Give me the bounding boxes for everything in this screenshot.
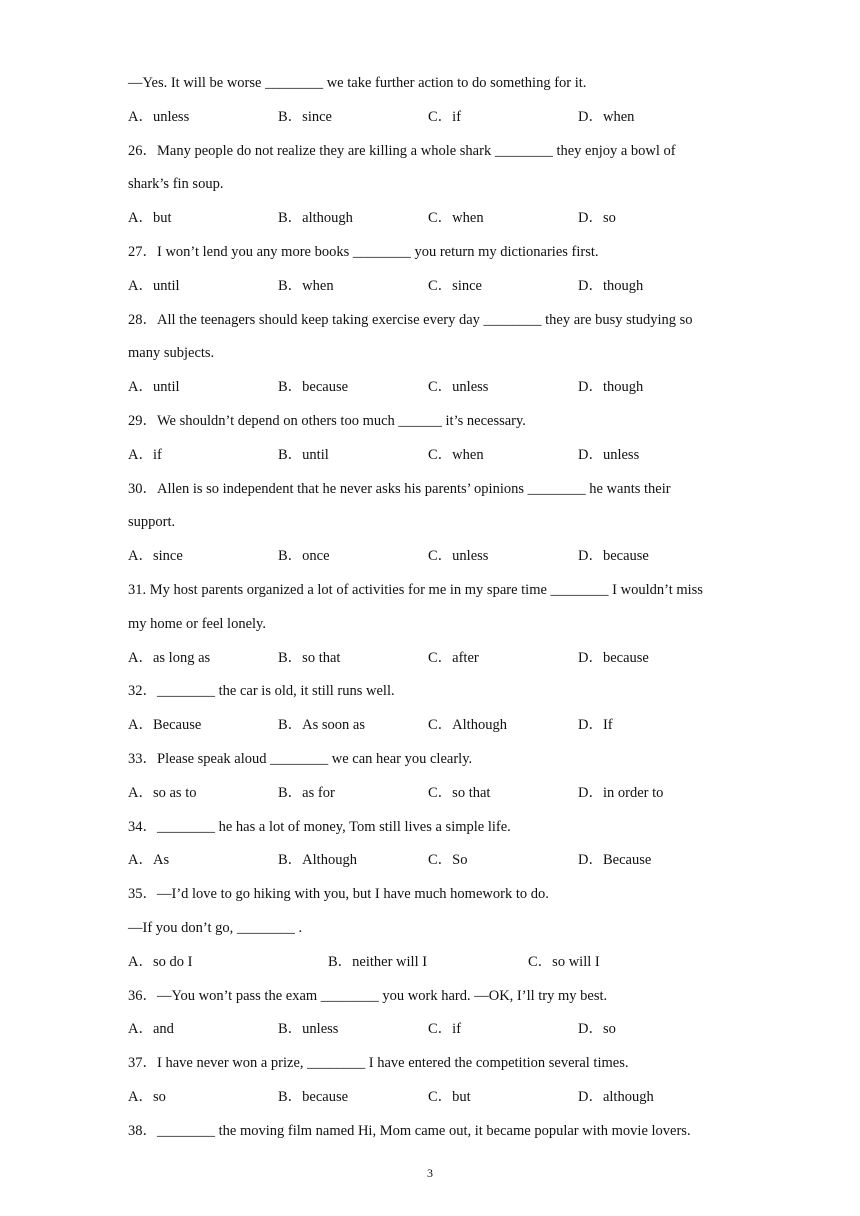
q36-option-a: A．and (128, 1021, 174, 1037)
q33-option-b: B．as for (278, 785, 335, 801)
q33-option-d: D．in order to (578, 785, 664, 801)
question-33: 33．Please speak aloud ________ we can hear you clearly. (128, 751, 473, 767)
q26-option-b: B．although (278, 210, 353, 226)
q34-option-c: C．So (428, 852, 468, 868)
question-27: 27．I won’t lend you any more books ________ you return my dictionaries first. (128, 244, 599, 260)
q28-option-c: C．unless (428, 379, 489, 395)
question-36: 36．—You won’t pass the exam ________ you work hard. —OK, I’ll try my best. (128, 988, 608, 1004)
q34-option-d: D．Because (578, 852, 652, 868)
q35-option-c: C．so will I (528, 954, 600, 970)
q31-option-d: D．because (578, 650, 649, 666)
question-35-line1: 35．—I’d love to go hiking with you, but I have much homework to do. (128, 886, 549, 902)
q30-option-b: B．once (278, 548, 330, 564)
q25-option-d: D．when (578, 109, 635, 125)
question-31-line1: 31. My host parents organized a lot of activities for me in my spare time ________ I wouldn’t miss (128, 582, 703, 598)
question-28-line1: 28．All the teenagers should keep taking exercise every day ________ they are busy studying so (128, 312, 693, 328)
q36-option-c: C．if (428, 1021, 462, 1037)
q31-option-b: B．so that (278, 650, 341, 666)
q29-option-c: C．when (428, 447, 484, 463)
q27-option-d: D．though (578, 278, 644, 294)
q33-option-a: A．so as to (128, 785, 197, 801)
q28-option-d: D．though (578, 379, 644, 395)
q29-option-a: A．if (128, 447, 162, 463)
question-30-line1: 30．Allen is so independent that he never asks his parents’ opinions ________ he wants their (128, 481, 671, 497)
question-34: 34．________ he has a lot of money, Tom still lives a simple life. (128, 819, 511, 835)
page-number: 3 (427, 1166, 433, 1180)
q25-option-a: A．unless (128, 109, 190, 125)
question-37: 37．I have never won a prize, ________ I have entered the competition several times. (128, 1055, 629, 1071)
q36-option-d: D．so (578, 1021, 616, 1037)
q25-option-b: B．since (278, 109, 332, 125)
question-30-line2: support. (128, 514, 176, 530)
q27-option-b: B．when (278, 278, 334, 294)
question-38: 38．________ the moving film named Hi, Mom came out, it became popular with movie lovers. (128, 1123, 691, 1139)
question-26-line2: shark’s fin soup. (128, 176, 224, 192)
q34-option-a: A．As (128, 852, 170, 868)
q29-option-d: D．unless (578, 447, 640, 463)
question-31-line2: my home or feel lonely. (128, 616, 266, 632)
q32-option-b: B．As soon as (278, 717, 366, 733)
q26-option-c: C．when (428, 210, 484, 226)
q28-option-a: A．until (128, 379, 180, 395)
q37-option-d: D．although (578, 1089, 654, 1105)
q26-option-a: A．but (128, 210, 172, 226)
q31-option-c: C．after (428, 650, 479, 666)
question-25-continuation: —Yes. It will be worse ________ we take further action to do something for it. (128, 75, 587, 91)
q35-option-b: B．neither will I (328, 954, 428, 970)
q33-option-c: C．so that (428, 785, 491, 801)
q32-option-c: C．Although (428, 717, 507, 733)
q30-option-d: D．because (578, 548, 649, 564)
q29-option-b: B．until (278, 447, 329, 463)
q36-option-b: B．unless (278, 1021, 339, 1037)
q30-option-a: A．since (128, 548, 183, 564)
question-28-line2: many subjects. (128, 345, 215, 361)
q28-option-b: B．because (278, 379, 349, 395)
q26-option-d: D．so (578, 210, 616, 226)
question-26-line1: 26．Many people do not realize they are killing a whole shark ________ they enjoy a bowl of (128, 143, 676, 159)
q32-option-d: D．If (578, 717, 613, 733)
q31-option-a: A．as long as (128, 650, 211, 666)
q27-option-a: A．until (128, 278, 180, 294)
q35-option-a: A．so do I (128, 954, 193, 970)
question-35-line2: —If you don’t go, ________ . (128, 920, 303, 936)
question-32: 32．________ the car is old, it still runs well. (128, 683, 395, 699)
q27-option-c: C．since (428, 278, 482, 294)
q37-option-a: A．so (128, 1089, 166, 1105)
q37-option-b: B．because (278, 1089, 349, 1105)
q30-option-c: C．unless (428, 548, 489, 564)
q25-option-c: C．if (428, 109, 462, 125)
q32-option-a: A．Because (128, 717, 202, 733)
q34-option-b: B．Although (278, 852, 357, 868)
q37-option-c: C．but (428, 1089, 471, 1105)
question-29: 29．We shouldn’t depend on others too much ______ it’s necessary. (128, 413, 526, 429)
